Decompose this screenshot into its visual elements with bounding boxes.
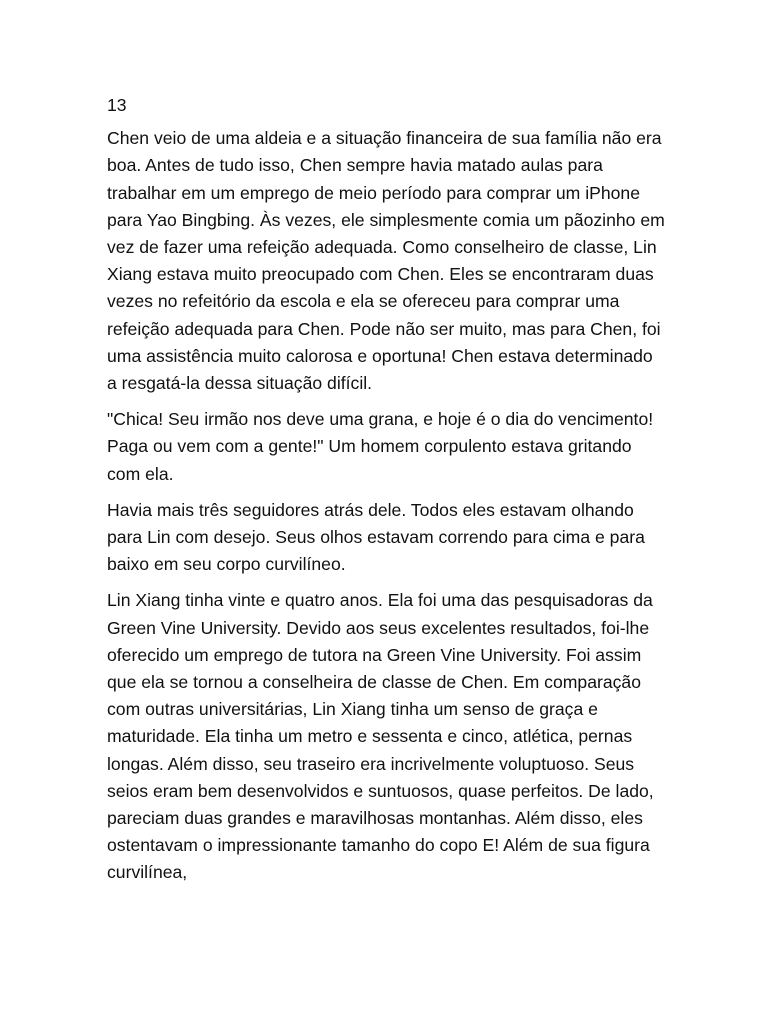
paragraph-2: "Chica! Seu irmão nos deve uma grana, e hoje é o dia do vencimento! Paga ou vem com a gente!" Um homem corpulento estava gritando com ela. [107, 409, 654, 484]
paragraph-4: Lin Xiang tinha vinte e quatro anos. Ela foi uma das pesquisadoras da Green Vine University. Devido aos seus excelentes resultados, foi-lhe oferecido um emprego de tutora na Green Vine University. Foi assim que ela se tornou a conselheira de classe de Chen. Em comparação com outras universitárias, Lin Xiang tinha um senso de graça e maturidade. Ela tinha um metro e sessenta e cinco, atlética, pernas longas. Além disso, seu traseiro era incrivelmente voluptuoso. Seus seios eram bem desenvolvidos e suntuosos, quase perfeitos. De lado, pareciam duas grandes e maravilhosas montanhas. Além disso, eles ostentavam o impressionante tamanho do copo E! Além de sua figura curvilínea, [107, 590, 654, 883]
page-number: 13 [107, 95, 127, 115]
document-page [107, 92, 667, 896]
paragraph-1: Chen veio de uma aldeia e a situação financeira de sua família não era boa. Antes de tudo isso, Chen sempre havia matado aulas para trabalhar em um emprego de meio período para comprar um iPhone para Yao Bingbing. Às vezes, ele simplesmente comia um pãozinho em vez de fazer uma refeição adequada. Como conselheiro de classe, Lin Xiang estava muito preocupado com Chen. Eles se encontraram duas vezes no refeitório da escola e ela se ofereceu para comprar uma refeição adequada para Chen. Pode não ser muito, mas para Chen, foi uma assistência muito calorosa e oportuna! Chen estava determinado a resgatá-la dessa situação difícil. [107, 128, 665, 394]
paragraph-3: Havia mais três seguidores atrás dele. Todos eles estavam olhando para Lin com desejo. Seus olhos estavam correndo para cima e para baixo em seu corpo curvilíneo. [107, 499, 645, 575]
